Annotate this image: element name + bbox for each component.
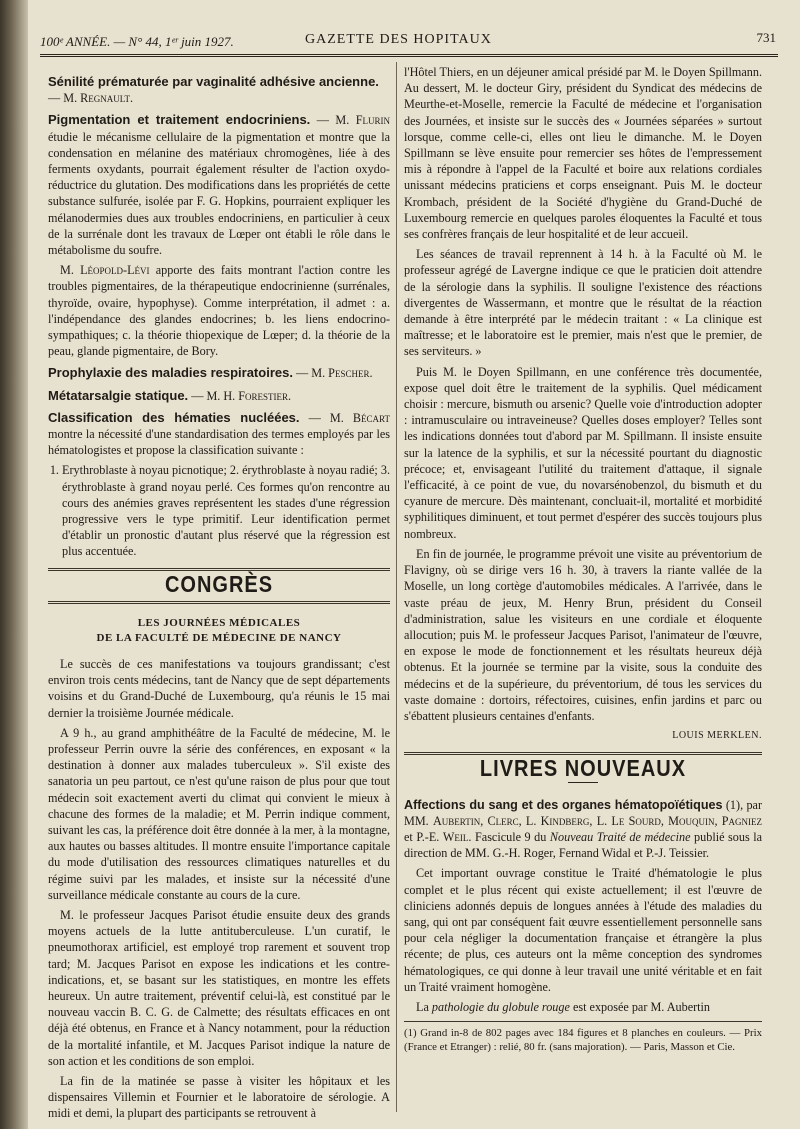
paragraph: Puis M. le Doyen Spillmann, en une conférence très documentée, expose quel doit être le traitement de la syphilis. Quel médicament choisir : mercure, bismuth ou arsenic? Quelle voie d'introduction adopter : intramusculaire ou intraveineuse? Quelles doses employer? Telles sont les indications données tout d'abord par M. Spillmann. Il insiste ensuite sur la latence de la syphilis, et sur la nécessité pourtant du diagnostic précoce; et, envisageant l'utilité du traitement d'attaque, il signale l'efficacité, à ce point de vue, du novarsénobenzol, du bismuth et du cyanure de mercure. Dès maintenant, concluait-il, mortalité et morbidité syphilitiques diminuent, et tout permet d'espérer des succès toujours plus nombreux.: [404, 364, 762, 541]
column-divider: [396, 62, 397, 1112]
entry-senilite: [48, 74, 390, 106]
paragraph: A 9 h., au grand amphithéâtre de la Faculté de médecine, M. le professeur Perrin ouvre la série des conférences, en exposant « la destination à donner aux malades tuberculeux ». S'il existe des sanatoria un peu partout, ce n'est qu'une raison de plus pour que tout médecin soit exactement averti du climat qui convient le mieux à chacune des formes de la maladie; et M. Perrin indique comment, suivant les cas, la préférence doit être donnée à la mer, à la montagne, aux hautes ou basses altitudes. Il montre ensuite l'importance capitale du mode d'utilisation des ressources climatiques naturelles et du régime suivi par les malades, et insiste sur la nécessité d'une surveillance médicale constante au cours de la cure.: [48, 725, 390, 902]
entry-pigmentation: [48, 112, 390, 359]
livres-heading: LIVRES NOUVEAUX: [479, 756, 687, 782]
section-rule: [48, 568, 390, 571]
entry-author: — M. Flurin: [316, 113, 390, 128]
footnote: (1) Grand in-8 de 802 pages avec 184 figures et 8 planches en couleurs. — Prix (France et Etranger) : relié, 80 fr. (sans majoration). — Paris, Masson et Cie.: [404, 1021, 762, 1054]
author-signature: LOUIS MERKLEN.: [672, 730, 762, 742]
left-column: [48, 74, 390, 1126]
entry-title: Métatarsalgie statique.: [48, 387, 189, 403]
entry-author: — M. Regnault.: [48, 91, 134, 106]
entry-author: — M. H. Forestier.: [191, 388, 292, 403]
classification-list: [48, 462, 390, 559]
journal-title: GAZETTE DES HOPITAUX: [305, 32, 492, 47]
short-rule: [568, 782, 598, 783]
entry-title: Classification des hématies nucléées.: [48, 409, 300, 425]
paragraph: En fin de journée, le programme prévoit une visite au préventorium de Flavigny, où se dirige vers 16 h. 30, à travers la riante vallée de la Moselle, un long cortège d'automobiles médicales. A l'arrivée, dans le vaste préau de jeux, M. Henry Brun, président du Conseil d'administration, salue les visiteurs en une cordiale et éloquente allocution; puis M. le professeur Jacques Parisot, l'animateur de l'œuvre, en expose le mode de fonctionnement et les résultats heureux déjà obtenus. Et la journée se termine par la visite, sous la conduite des médecins et de la supérieure, du préventorium, dé tous les services du vaste domaine : dortoirs, réfectoires, cuisines, enfin jardins et parc ou s'ébattent plusieurs centaines d'enfants.: [404, 546, 762, 723]
book-authors: Aubertin, Clerc, L. Kindberg, L. Le Sourd, Mouquin, Pagniez: [432, 813, 763, 828]
entry-title: Pigmentation et traitement endocriniens.: [48, 112, 311, 128]
paragraph: Le succès de ces manifestations va toujours grandissant; c'est environ trois cents médecins, tant de Nancy que de sept départements voisins et du Grand-Duché de Luxembourg, qu'a réunis le 15 mai dernier la troisième Journée médicale.: [48, 656, 390, 720]
paragraph: La pathologie du globule rouge est exposée par M. Aubertin: [416, 999, 711, 1014]
section-rule: [48, 601, 390, 604]
paragraph: M. le professeur Jacques Parisot étudie ensuite deux des grands moyens actuels de la lutte antituberculeuse. L'un curatif, le pneumothorax artificiel, est employé trop rarement et souvent trop tard; M. Jacques Parisot en expose les indications et les contre-indications, et, se basant sur les statistiques, en montre les effets heureux. Un autre traitement, préventif celui-là, est constitué par le nouveau vaccin B. C. G. de Calmette; des résultats efficaces en ont déjà été obtenus, en France et à Nancy notamment, pour la réduction de la mortalité infantile, et M. Jacques Parisot indique la nature de son action et les conditions de son emploi.: [48, 907, 390, 1068]
book-citation: Affections du sang et des organes hématopoïétiques (1), par MM. Aubertin, Clerc, L. Kindberg, L. Le Sourd, Mouquin, Pagniez et P.-E. Weil. Fascicule 9 du Nouveau Traité de médecine publié sous la direction de MM. G.-H. Roger, Fernand Widal et P.-J. Teissier.: [404, 797, 763, 861]
page-number: 731: [756, 30, 776, 45]
right-column: [404, 64, 762, 1054]
book-title: Affections du sang et des organes hématopoïétiques: [404, 797, 723, 812]
entry-author: M. Léopold-Lévi: [60, 263, 150, 278]
header-rule: [40, 54, 778, 57]
entry-hematies: [48, 410, 390, 560]
entry-prophylaxie: [48, 365, 390, 381]
paragraph: Cet important ouvrage constitue le Traité d'hématologie le plus complet et le plus récent qui existe actuellement; il est l'œuvre de cliniciens adonnés depuis de longues années à l'étude des maladies du sang, qui ont par conséquent fait œuvre essentiellement personnelle sans pour cela négliger la documentation française et étrangère la plus récente; de plus, ces auteurs ont la même conception des syndromes hématologiques, ce qui donne à leur travail une unité véritable et en fait un Traité vraiment homogène.: [404, 866, 762, 994]
issue-info: 100ᵉ ANNÉE. — N° 44, 1ᵉʳ juin 1927.: [40, 34, 234, 49]
entry-metatarsalgie: [48, 388, 390, 404]
entry-text: apporte des faits montrant l'action contre les troubles pigmentaires, de la thérapeutique endocrinienne (surrénales, thyroïde, ovaire, hypophyse). Comme interprétation, il admet : a. l'indépendance des glandes endocrines; b. les liens endocrino-sympathiques; c. la théorie thiopexique de Lœper; d. la théorie de la peau, glande pigmentaire, de Bory.: [48, 263, 391, 359]
book-series: Nouveau Traité de médecine: [549, 829, 691, 844]
congres-heading: CONGRÈS: [164, 572, 274, 598]
binding-gutter: [0, 0, 28, 1129]
entry-text: étudie le mécanisme cellulaire de la pigmentation et montre que la condensation en mélanine des matériaux chromogènes, liée à des ferments oxydants, pourrait également résulter de l'action oxydo-réductrice du glutation. Des modifications dans les propriétés de cette substance sulfurée, isolée par F. G. Hopkins, pourraient expliquer les mélanodermies dues aux troubles endocriniens, en particulier à ceux de la surrénale dont les travaux de Lœper ont établi le rôle dans le métabolisme du soufre.: [48, 129, 390, 258]
entry-title: Sénilité prématurée par vaginalité adhésive ancienne.: [48, 74, 379, 89]
entry-text: montre la nécessité d'une standardisation des termes employés par les hématologistes et propose la classification suivante :: [48, 427, 390, 458]
list-item: 1. Erythroblaste à noyau picnotique; 2. érythroblaste à noyau radié; 3. érythroblaste à grand noyau perlé. Ces formes qu'on rencontre au cours des anémies graves représentent les stades d'une régression progressive vers le type primitif. Leur identification permet d'établir un pronostic d'autant plus réservé que la régression est plus accentuée.: [62, 462, 390, 559]
page-header: [40, 30, 776, 52]
entry-title: Prophylaxie des maladies respiratoires.: [48, 365, 293, 381]
paragraph: l'Hôtel Thiers, en un déjeuner amical présidé par M. le Doyen Spillmann. Au dessert, M. le docteur Giry, président du Syndicat des médecins de Meurthe-et-Moselle, remercie la Faculté de médecine et l'organisation des Journées, et insiste sur le succès des « Journées séparées » surtout lorsque, comme celle-ci, elles ont lieu le dimanche. M. le Doyen Spillmann se lève ensuite pour remercier ses hôtes de l'empressement mis à répondre à l'appel de la Faculté et boire aux relations cordiales unissant médecins praticiens et corps enseignant. Puis M. le docteur Krombach, président de la Société d'hygiène du Grand-Duché de Luxembourg remercie en quelques paroles éloquentes la Faculté et tous ses confrères français de leur hospitalité et de leur accueil.: [404, 65, 762, 242]
paragraph: Les séances de travail reprennent à 14 h. à la Faculté où M. le professeur agrégé de Lavergne indique ce que le praticien doit attendre de la sérologie dans la syphilis. Il souligne l'existence des réactions divergentes de Wassermann, et montre que le résultat de la réaction demande à être interprété par le médecin traitant : « La clinique est maîtresse; et le laboratoire est le premier, mais n'est que le premier, de ses serviteurs. »: [404, 247, 762, 359]
entry-author: — M. Pescher.: [296, 366, 373, 381]
congres-subheading: LES JOURNÉES MÉDICALES DE LA FACULTÉ DE MÉDECINE DE NANCY: [96, 616, 342, 644]
section-rule: [404, 752, 762, 755]
paragraph: La fin de la matinée se passe à visiter les hôpitaux et les dispensaires Villemin et Fournier et le laboratoire de sérologie. A midi et demi, la plupart des participants se retrouvent à: [48, 1073, 390, 1121]
entry-author: — M. Bécart: [308, 410, 390, 425]
